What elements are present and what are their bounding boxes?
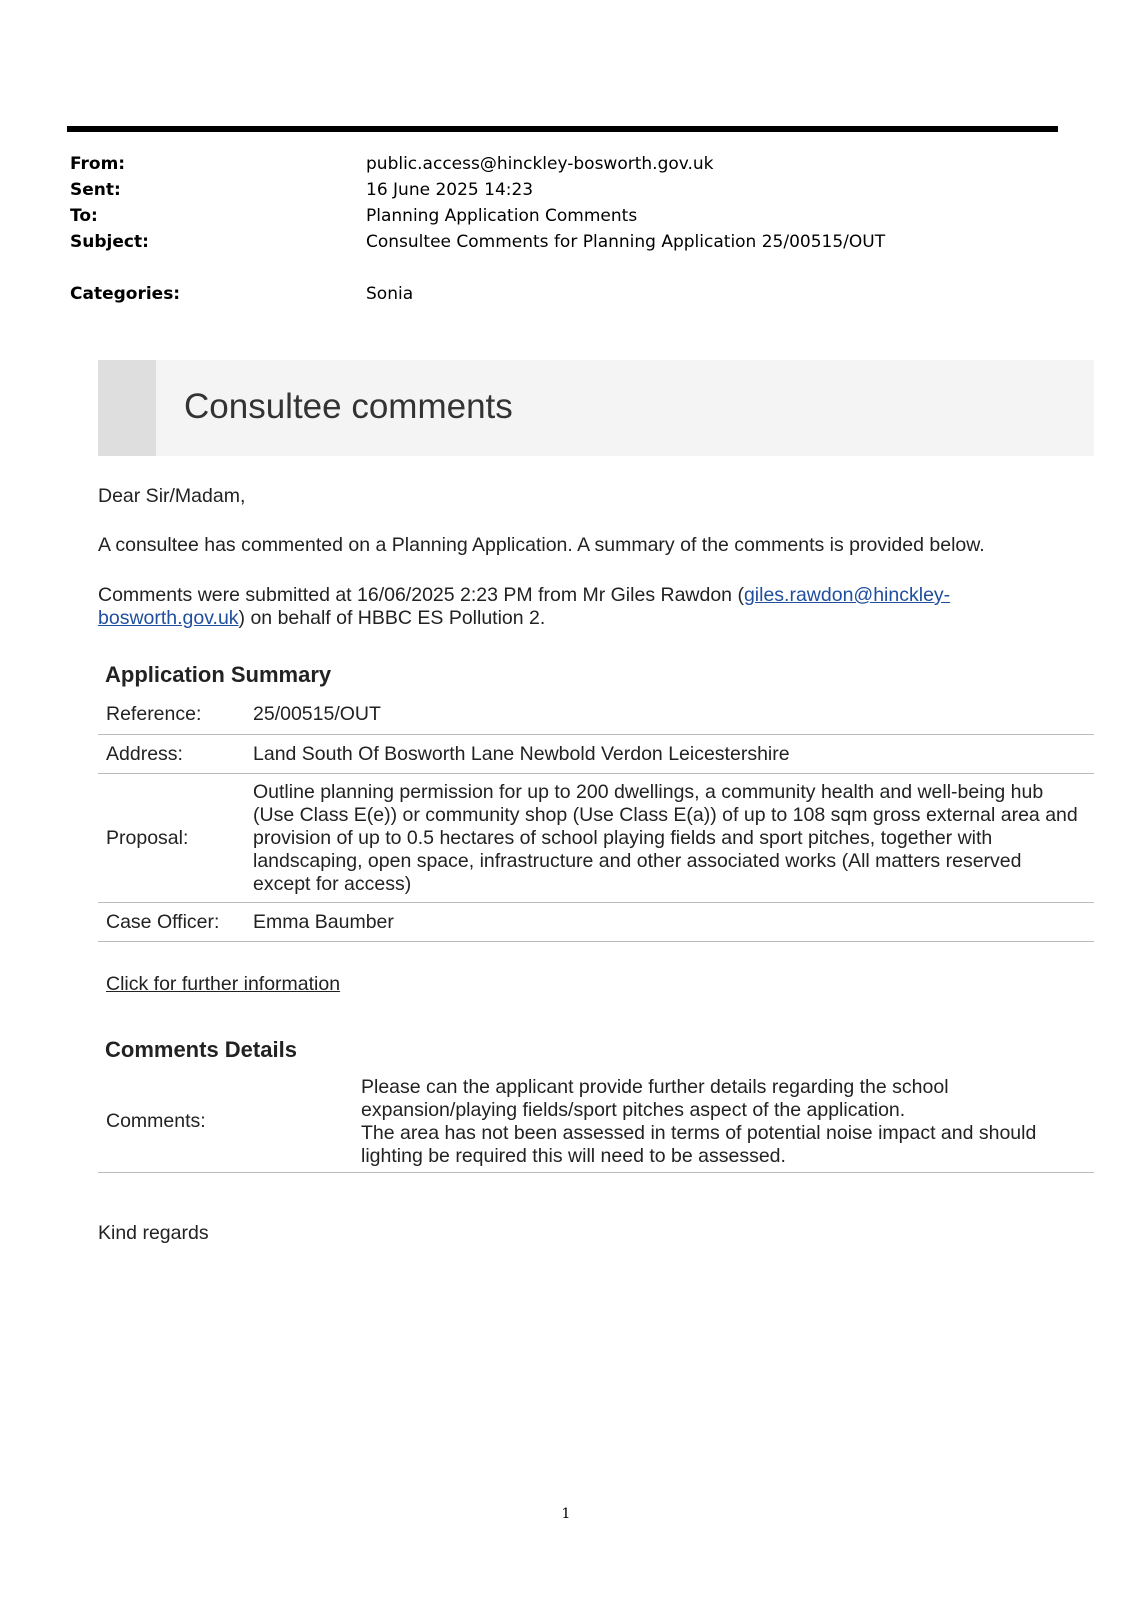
comments-line-2: The area has not been assessed in terms of potential noise impact and should lighting be required this will need to be assessed. — [361, 1121, 1037, 1167]
comments-value — [361, 1071, 1084, 1172]
address-value: Land South Of Bosworth Lane Newbold Verdon Leicestershire — [253, 742, 790, 765]
address-row — [98, 735, 1094, 774]
from-value: public.access@hinckley-bosworth.gov.uk — [366, 154, 714, 174]
to-value: Planning Application Comments — [366, 206, 638, 226]
proposal-row — [98, 774, 1094, 903]
proposal-label: Proposal: — [106, 826, 189, 849]
closing-text: Kind regards — [98, 1222, 209, 1244]
further-info-link[interactable]: Click for further information — [106, 973, 341, 995]
comments-details-heading: Comments Details — [105, 1037, 297, 1062]
categories-value: Sonia — [366, 284, 414, 304]
banner-title: Consultee comments — [184, 387, 513, 426]
intro-text: A consultee has commented on a Planning Application. A summary of the comments is provided below. — [98, 534, 985, 556]
header-rule — [67, 126, 1058, 132]
case-officer-row — [98, 903, 1094, 942]
submitted-prefix: Comments were submitted at 16/06/2025 2:23 PM from Mr Giles Rawdon ( — [98, 584, 744, 606]
case-officer-label: Case Officer: — [106, 910, 220, 933]
consultee-email-part1: giles.rawdon@hinckley- — [743, 584, 951, 606]
consultee-banner — [98, 360, 1094, 456]
application-summary-heading: Application Summary — [105, 662, 332, 687]
subject-value: Consultee Comments for Planning Application 25/00515/OUT — [366, 232, 886, 252]
proposal-value: Outline planning permission for up to 200 dwellings, a community health and well-being hub (Use Class E(e)) or community shop (Use Class E(a)) of up to 108 sqm gross external area and provision of up to 0.5 hectares of school playing fields and sport pitches, together with landscaping, open space, infrastructure and other associated works (All matters reserved except for access) — [253, 780, 1078, 895]
sent-value: 16 June 2025 14:23 — [366, 180, 534, 200]
from-label: From: — [70, 154, 126, 174]
comments-row — [98, 1071, 1094, 1173]
reference-label: Reference: — [106, 703, 202, 725]
case-officer-value: Emma Baumber — [253, 910, 394, 933]
greeting: Dear Sir/Madam, — [98, 485, 246, 507]
page-number: 1 — [561, 1506, 571, 1522]
comments-label: Comments: — [106, 1110, 206, 1132]
comments-line-1: Please can the applicant provide further details regarding the school expansion/playing fields/sport pitches aspect of the application. — [361, 1075, 949, 1121]
reference-row — [98, 695, 1094, 735]
sent-label: Sent: — [70, 180, 121, 200]
to-label: To: — [70, 206, 98, 226]
address-label: Address: — [106, 742, 183, 765]
reference-value: 25/00515/OUT — [253, 703, 381, 725]
banner-stripe — [98, 360, 156, 456]
submitted-text — [98, 584, 1058, 630]
consultee-email-part2: bosworth.gov.uk — [98, 607, 239, 629]
subject-label: Subject: — [70, 232, 149, 252]
submitted-suffix: ) on behalf of HBBC ES Pollution 2. — [238, 607, 546, 629]
categories-label: Categories: — [70, 284, 181, 304]
